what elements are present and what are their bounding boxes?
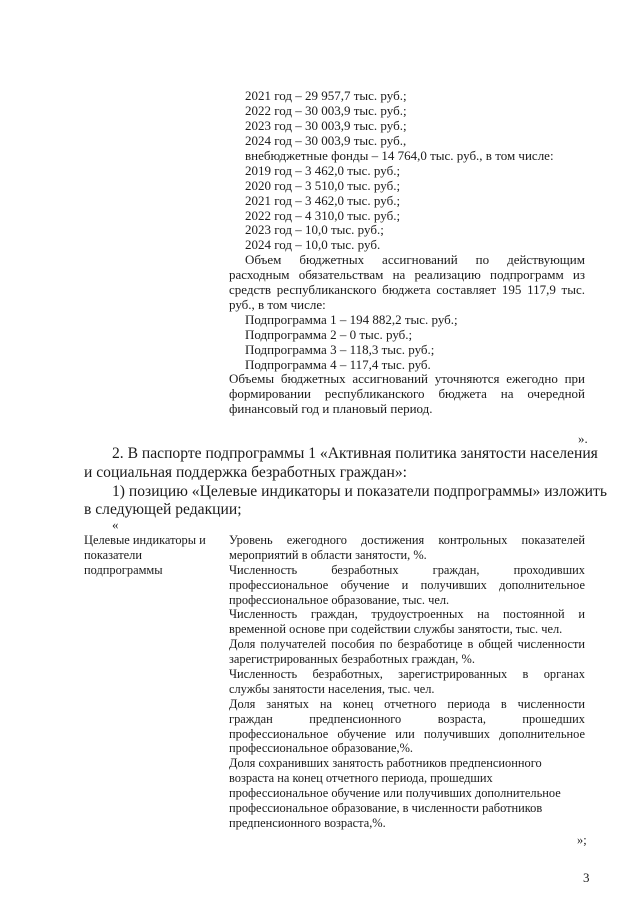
subprogram-line: Подпрограмма 1 – 194 882,2 тыс. руб.;	[245, 312, 458, 327]
indicator-line: службы занятости населения, тыс. чел.	[229, 682, 435, 696]
indicator-line: зарегистрированных безработных граждан, %.	[229, 652, 475, 666]
obligations-line: Объем бюджетных ассигнований по действующим	[245, 252, 585, 267]
indicator-line: профессиональное образование,%.	[229, 741, 414, 755]
indicator-line: Доля занятых на конец отчетного периода в численности	[229, 697, 585, 711]
obligations-line: средств республиканского бюджета составляет 195 117,9 тыс.	[229, 282, 585, 297]
funding-line: 2024 год – 10,0 тыс. руб.	[245, 237, 381, 252]
indicator-line: профессиональное образование, в численности работников	[229, 801, 543, 815]
closing-quote: ».	[578, 431, 588, 446]
table-closing-quote: »;	[577, 833, 587, 847]
indicator-line: возраста на конец отчетного периода, прошедших	[229, 771, 493, 785]
subprogram-line: Подпрограмма 2 – 0 тыс. руб.;	[245, 327, 413, 342]
refine-line: Объемы бюджетных ассигнований уточняются ежегодно при	[229, 371, 585, 386]
amend-item-2-line: и социальная поддержка безработных граждан»:	[84, 464, 407, 481]
funding-line: 2023 год – 10,0 тыс. руб.;	[245, 222, 384, 237]
amend-item-2-line: 2. В паспорте подпрограммы 1 «Активная политика занятости населения	[112, 445, 598, 462]
indicator-line: профессиональное обучение или получивших дополнительное	[229, 727, 585, 741]
refine-line: финансовый год и плановый период.	[229, 401, 433, 416]
subprogram-line: Подпрограмма 4 – 117,4 тыс. руб.	[245, 357, 431, 372]
indicator-line: Доля сохранивших занятость работников предпенсионного	[229, 756, 542, 770]
obligations-line: расходным обязательствам на реализацию подпрограмм из	[229, 267, 585, 282]
funding-line: 2021 год – 29 957,7 тыс. руб.;	[245, 88, 407, 103]
indicator-line: мероприятий в области занятости, %.	[229, 548, 427, 562]
indicator-line: Численность граждан, трудоустроенных на постоянной и	[229, 607, 585, 621]
indicator-line: Уровень ежегодного достижения контрольных показателей	[229, 533, 585, 547]
funding-line: 2022 год – 30 003,9 тыс. руб.;	[245, 103, 407, 118]
indicator-line: Доля получателей пособия по безработице в общей численности	[229, 637, 585, 651]
obligations-line: руб., в том числе:	[229, 297, 326, 312]
indicator-line: временной основе при содействии службы занятости, тыс. чел.	[229, 622, 563, 636]
funding-line: 2024 год – 30 003,9 тыс. руб.,	[245, 133, 407, 148]
table-label-line: показатели	[84, 548, 142, 562]
opening-quote: «	[112, 517, 119, 532]
indicator-line: Численность безработных, зарегистрированных в органах	[229, 667, 585, 681]
indicator-line: Численность безработных граждан, проходивших	[229, 563, 585, 577]
funding-line: 2023 год – 30 003,9 тыс. руб.;	[245, 118, 407, 133]
table-label-line: Целевые индикаторы и	[84, 533, 206, 547]
funding-line: 2021 год – 3 462,0 тыс. руб.;	[245, 193, 401, 208]
indicator-line: профессиональное обучение и получивших дополнительное	[229, 578, 585, 592]
funding-line: 2022 год – 4 310,0 тыс. руб.;	[245, 208, 401, 223]
page-number: 3	[583, 870, 590, 885]
indicator-line: граждан предпенсионного возраста, прошедших	[229, 712, 585, 726]
amend-item-2-1-line: 1) позицию «Целевые индикаторы и показатели подпрограммы» изложить	[112, 483, 607, 500]
indicator-line: профессиональное образование, тыс. чел.	[229, 593, 450, 607]
subprogram-line: Подпрограмма 3 – 118,3 тыс. руб.;	[245, 342, 435, 357]
refine-line: формировании республиканского бюджета на очередной	[229, 386, 585, 401]
indicator-line: профессиональное обучение или получивших дополнительное	[229, 786, 561, 800]
amend-item-2-1-line: в следующей редакции;	[84, 501, 242, 518]
funding-line: внебюджетные фонды – 14 764,0 тыс. руб., в том числе:	[245, 148, 554, 163]
table-label-line: подпрограммы	[84, 563, 163, 577]
indicator-line: предпенсионного возраста,%.	[229, 816, 386, 830]
funding-line: 2020 год – 3 510,0 тыс. руб.;	[245, 178, 401, 193]
funding-line: 2019 год – 3 462,0 тыс. руб.;	[245, 163, 401, 178]
